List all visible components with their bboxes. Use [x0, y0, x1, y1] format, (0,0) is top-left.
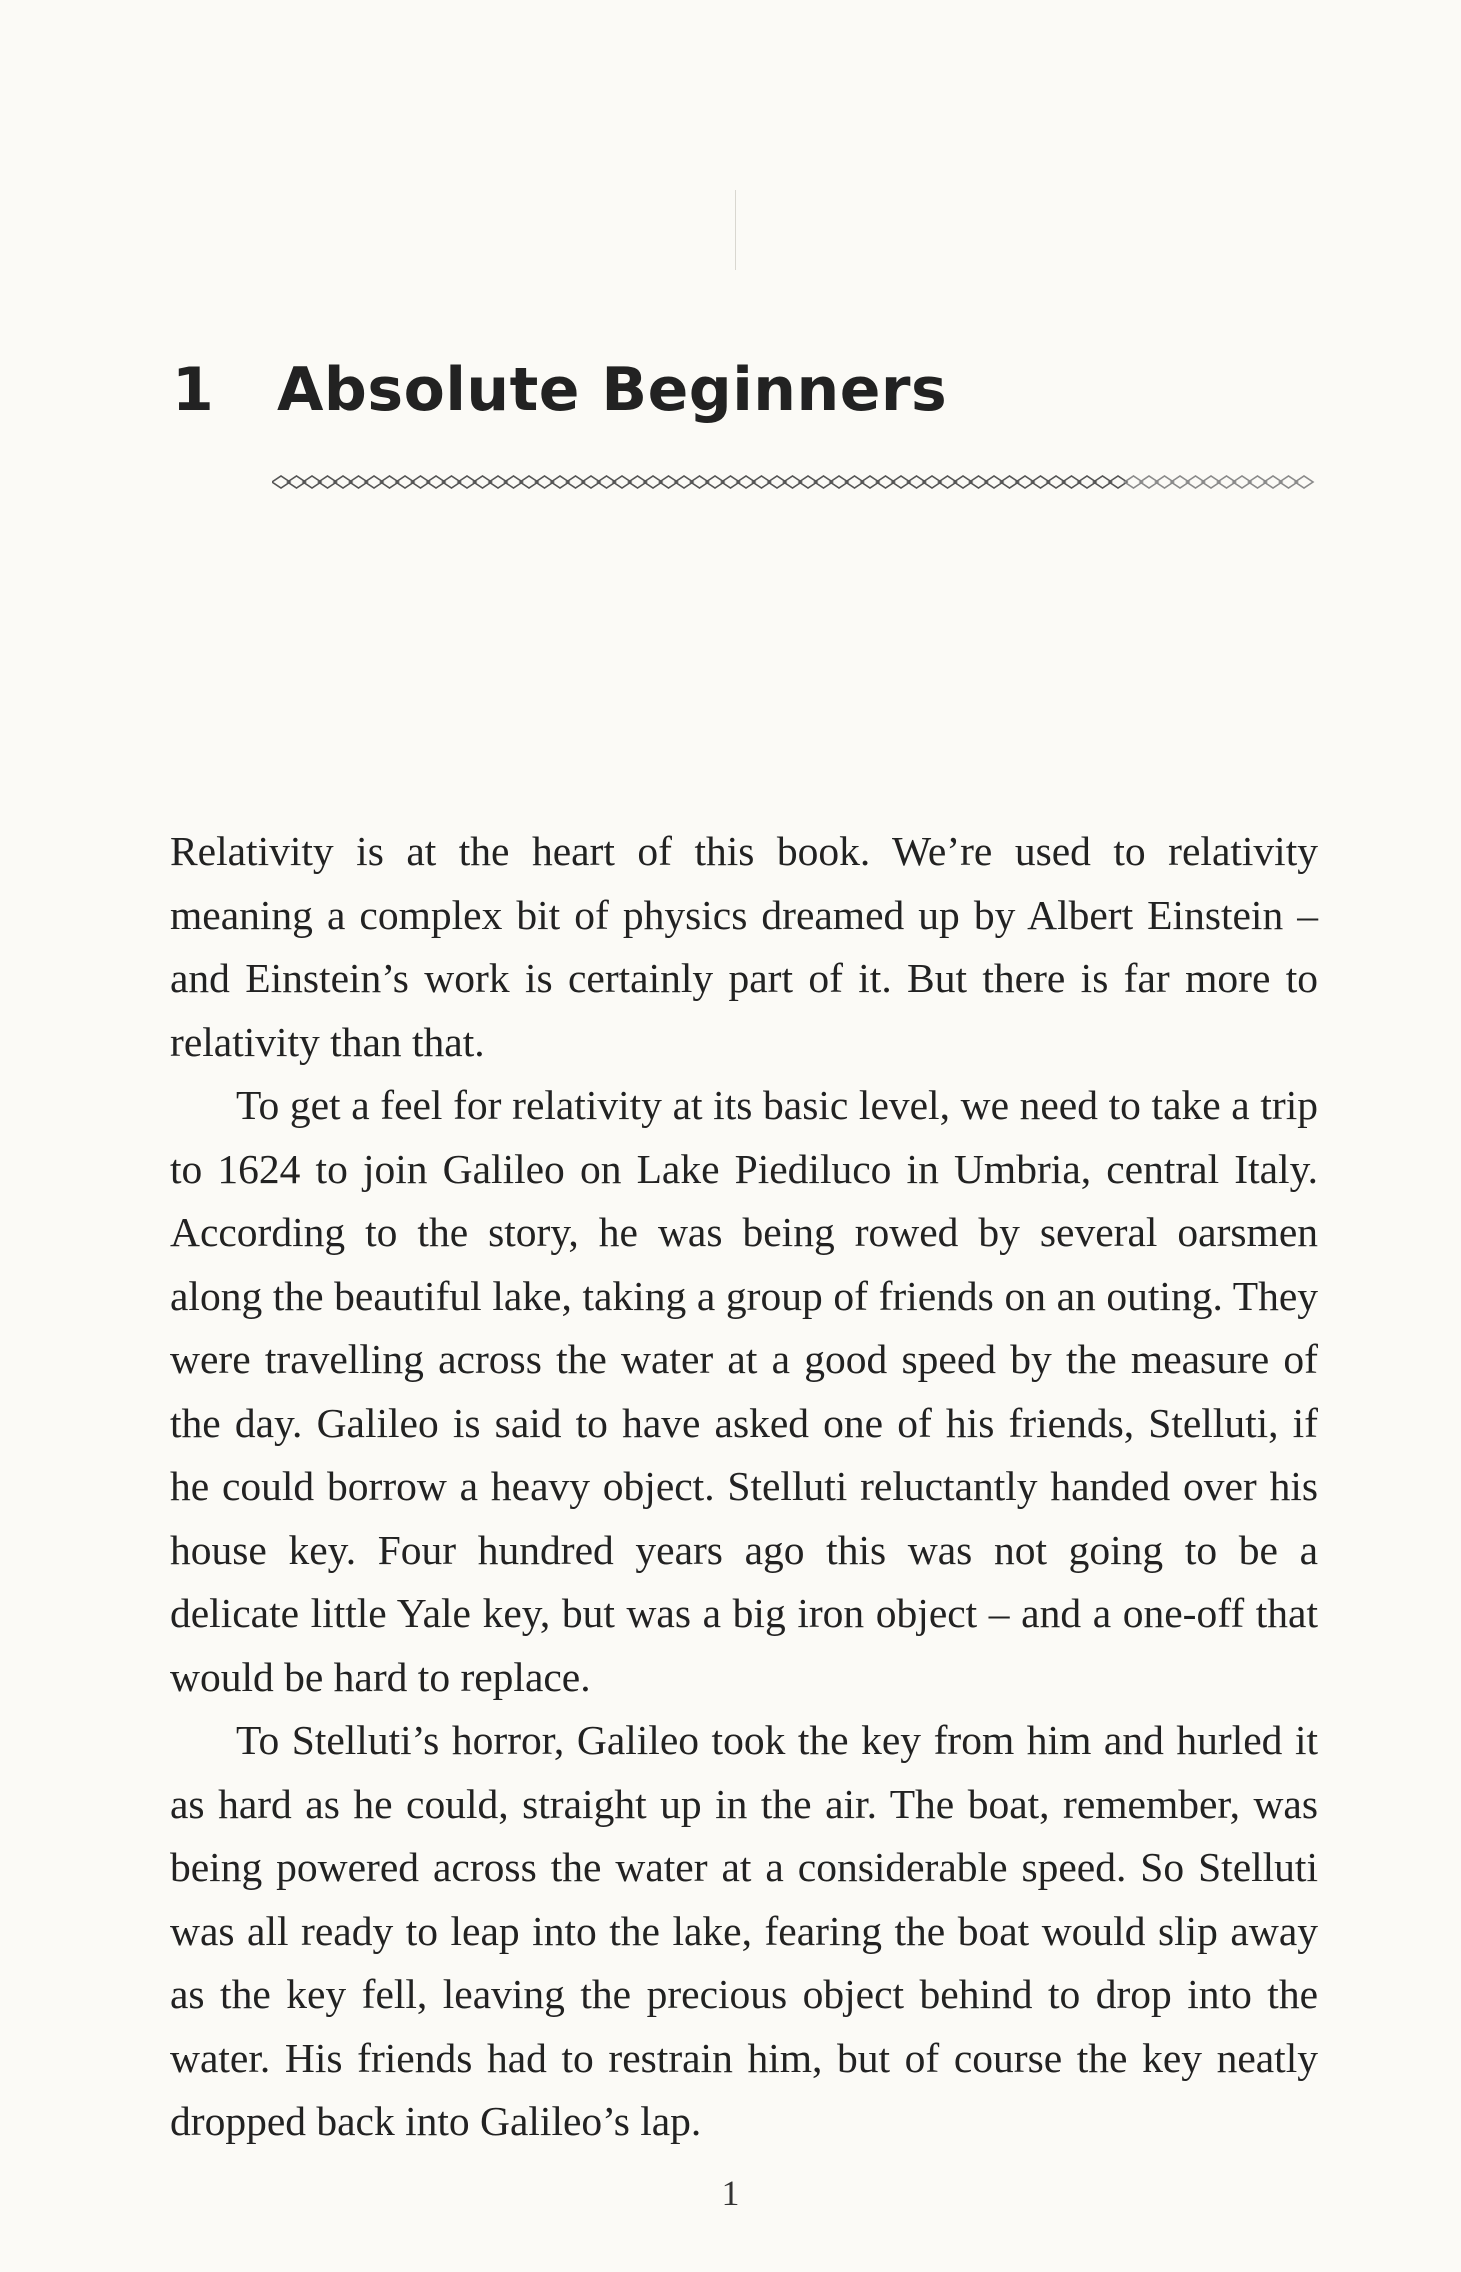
scan-artifact-line [735, 190, 736, 270]
paragraph-3: To Stelluti’s horror, Galileo took the key from him and hurled it as hard as he could, straight up in the air. The boat, remember, was being powered across the water at a considerable speed. So Stelluti was all ready to leap into the lake, fearing the boat would slip away as the key fell, leaving the precious object behind to drop into the water. His friends had to restrain him, but of course the key neatly dropped back into Galileo’s lap. [170, 1717, 1318, 2144]
chapter-title: Absolute Beginners [277, 355, 948, 425]
paragraph-1: Relativity is at the heart of this book. We’re used to relativity meaning a complex bit of physics dreamed up by Albert Einstein – and Einstein’s work is certainly part of it. But there is far more to relativity than that. [170, 828, 1318, 1065]
chapter-body [170, 820, 1318, 2154]
chapter-number: 1 [172, 355, 215, 425]
chapter-heading [172, 355, 947, 425]
paragraph-2: To get a feel for relativity at its basic level, we need to take a trip to 1624 to join Galileo on Lake Piediluco in Umbria, central Italy. According to the story, he was being rowed by several oarsmen along the beautiful lake, taking a group of friends on an outing. They were travelling across the water at a good speed by the measure of the day. Galileo is said to have asked one of his friends, Stelluti, if he could borrow a heavy object. Stelluti reluctantly handed over his house key. Four hundred years ago this was not going to be a delicate little Yale key, but was a big iron object – and a one-off that would be hard to replace. [170, 1082, 1318, 1700]
decorative-diamond-rule [272, 470, 1318, 494]
page-number: 1 [721, 2173, 740, 2213]
